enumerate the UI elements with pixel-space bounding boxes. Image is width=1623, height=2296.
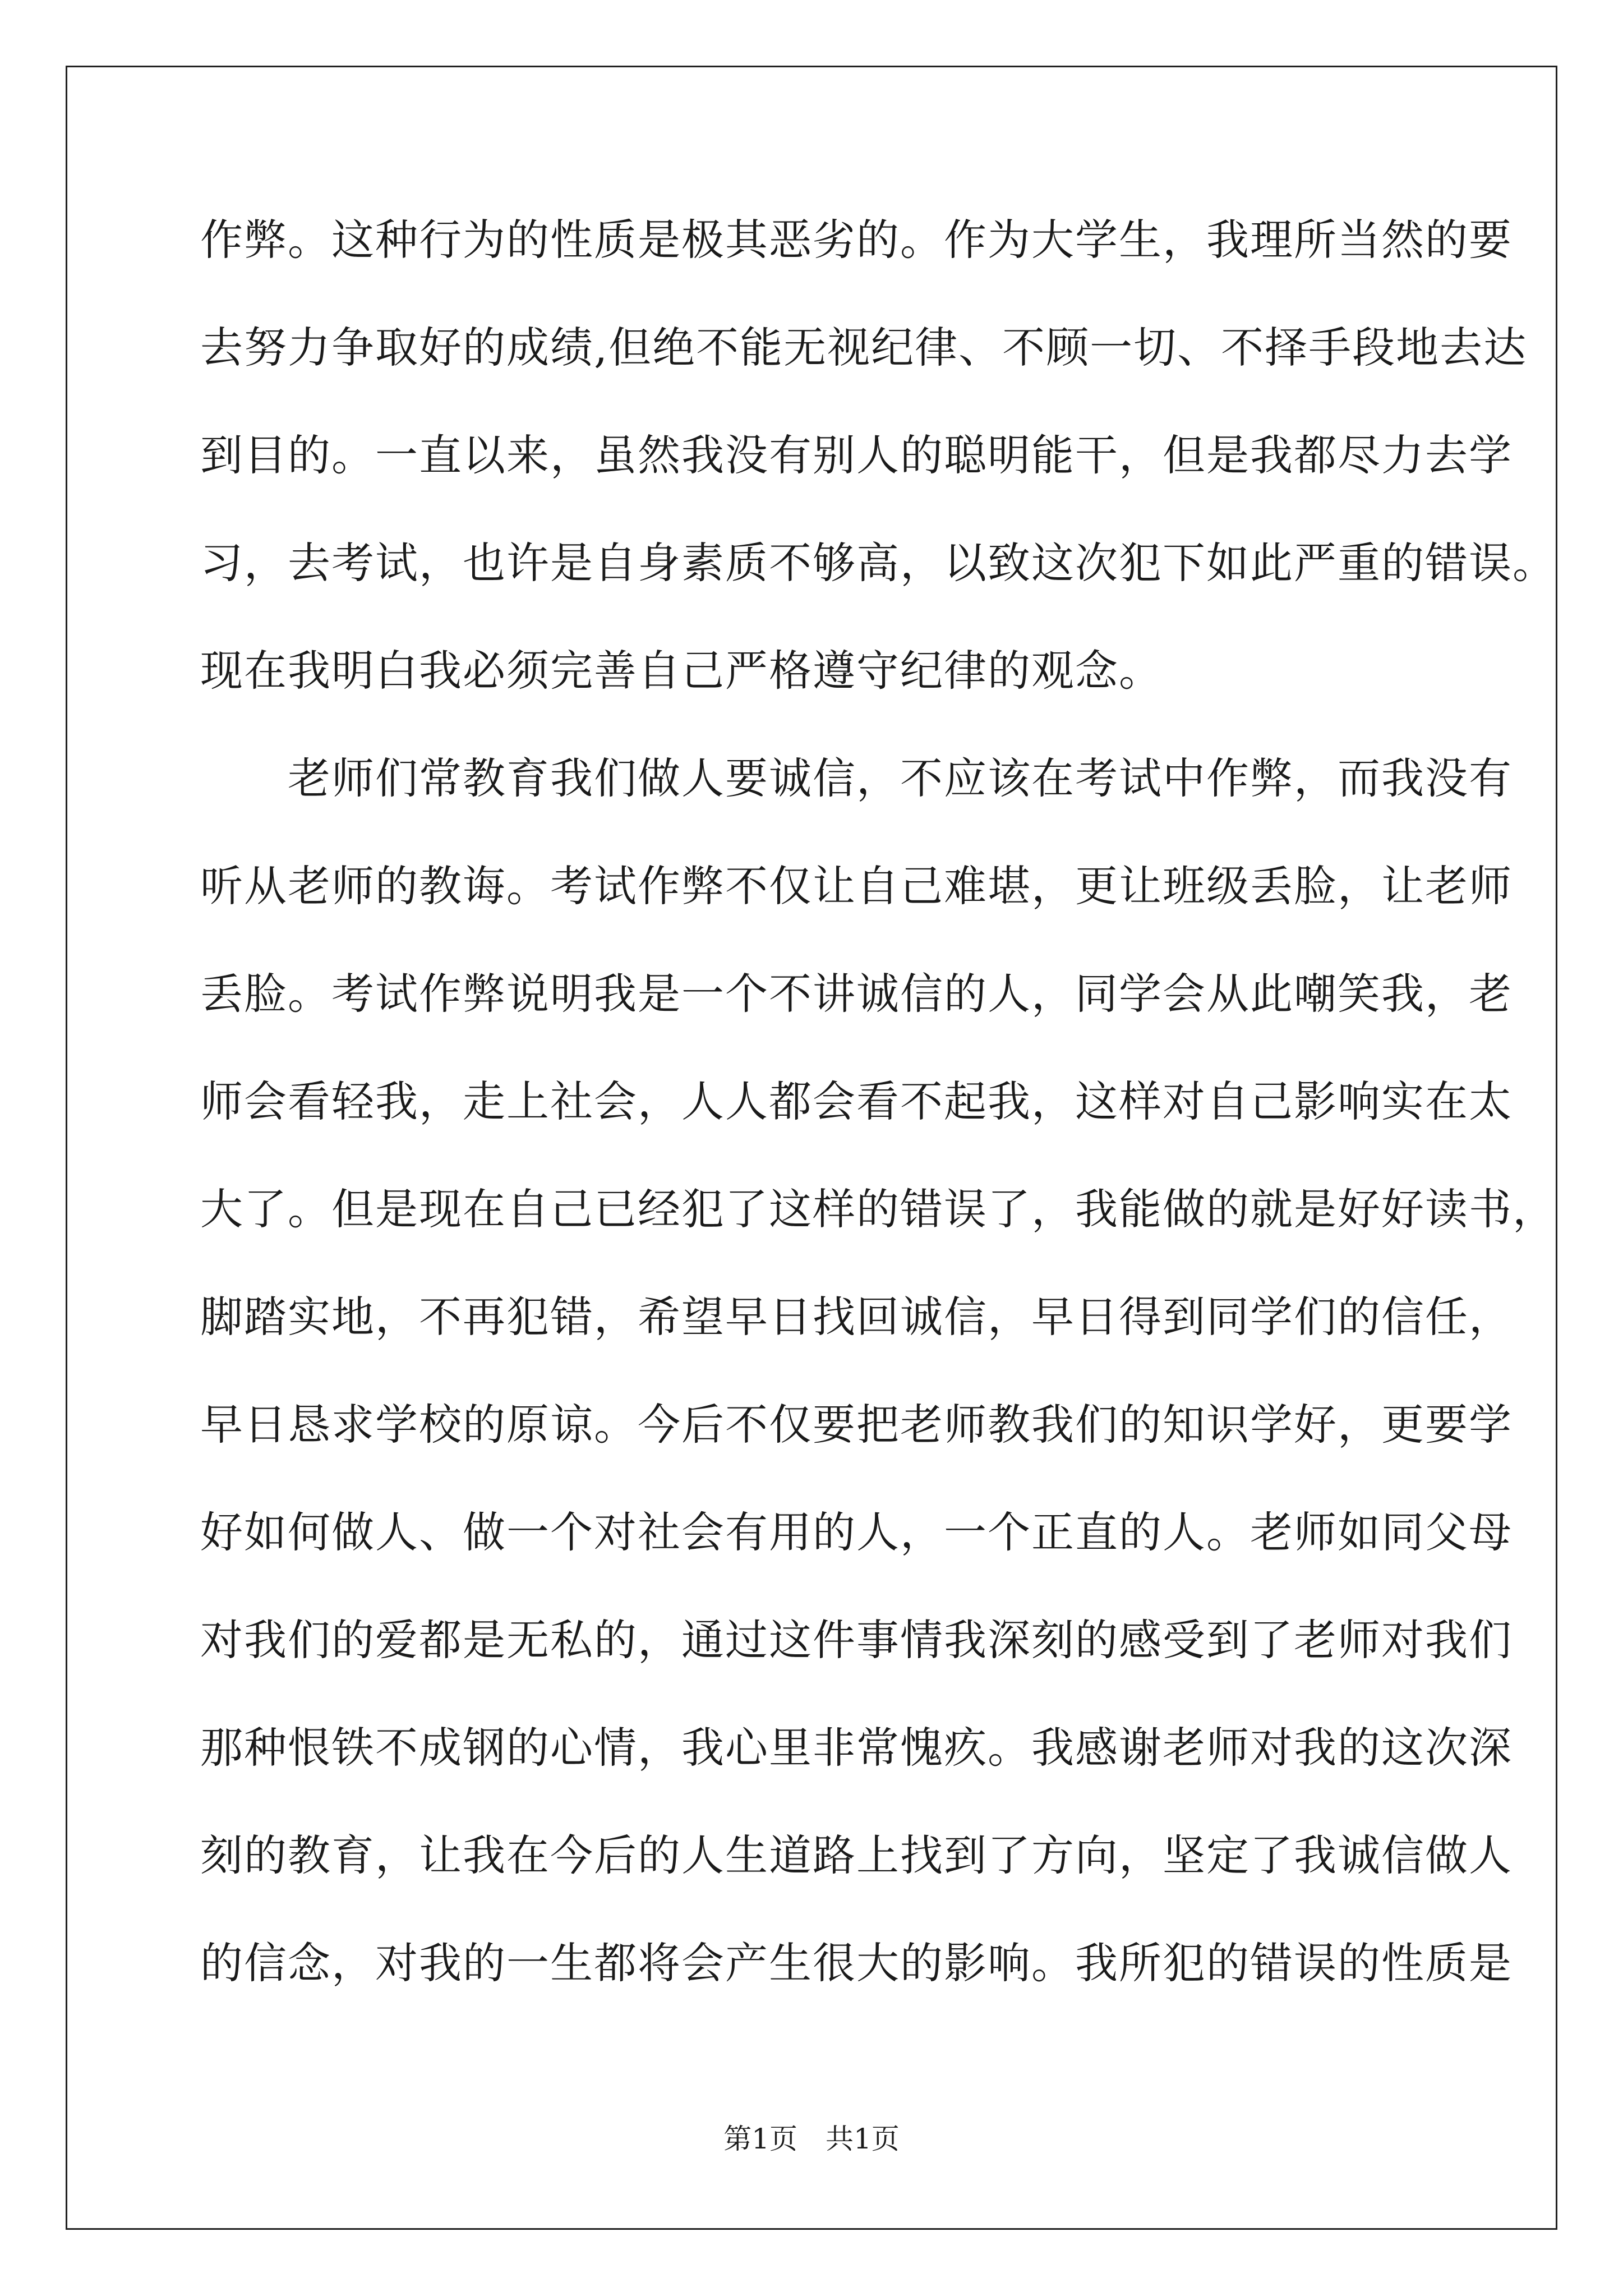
text-line: 现在我明白我必须完善自己严格遵守纪律的观念。 (200, 646, 1163, 696)
text-line: 大了。但是现在自己已经犯了这样的错误了，我能做的就是好好读书， (200, 1184, 1556, 1234)
text-line: 丢脸。考试作弊说明我是一个不讲诚信的人，同学会从此嘲笑我，老 (200, 969, 1513, 1019)
text-line: 脚踏实地，不再犯错，希望早日找回诚信，早日得到同学们的信任， (200, 1292, 1513, 1342)
text-line: 到目的。一直以来，虽然我没有别人的聪明能干，但是我都尽力去学 (200, 430, 1513, 480)
text-line: 师会看轻我，走上社会，人人都会看不起我，这样对自己影响实在太 (200, 1076, 1513, 1126)
text-line: 习，去考试，也许是自身素质不够高，以致这次犯下如此严重的错误。 (200, 538, 1556, 588)
text-line: 对我们的爱都是无私的，通过这件事情我深刻的感受到了老师对我们 (200, 1615, 1513, 1665)
text-line: 听从老师的教诲。考试作弊不仅让自己难堪，更让班级丢脸，让老师 (200, 861, 1513, 911)
text-line: 作弊。这种行为的性质是极其恶劣的。作为大学生，我理所当然的要 (200, 215, 1513, 265)
text-line: 那种恨铁不成钢的心情，我心里非常愧疚。我感谢老师对我的这次深 (200, 1723, 1513, 1773)
text-line: 的信念，对我的一生都将会产生很大的影响。我所犯的错误的性质是 (200, 1938, 1513, 1988)
document-body (200, 215, 1556, 2050)
text-line: 好如何做人、做一个对社会有用的人，一个正直的人。老师如同父母 (200, 1507, 1513, 1557)
text-line: 老师们常教育我们做人要诚信，不应该在考试中作弊，而我没有 (200, 753, 1513, 803)
text-line: 去努力争取好的成绩,但绝不能无视纪律、不顾一切、不择手段地去达 (200, 323, 1528, 372)
page-number-footer: 第1页 共1页 (723, 2123, 900, 2155)
text-line: 刻的教育，让我在今后的人生道路上找到了方向，坚定了我诚信做人 (200, 1830, 1513, 1880)
text-line: 早日恳求学校的原谅。今后不仅要把老师教我们的知识学好，更要学 (200, 1400, 1513, 1450)
